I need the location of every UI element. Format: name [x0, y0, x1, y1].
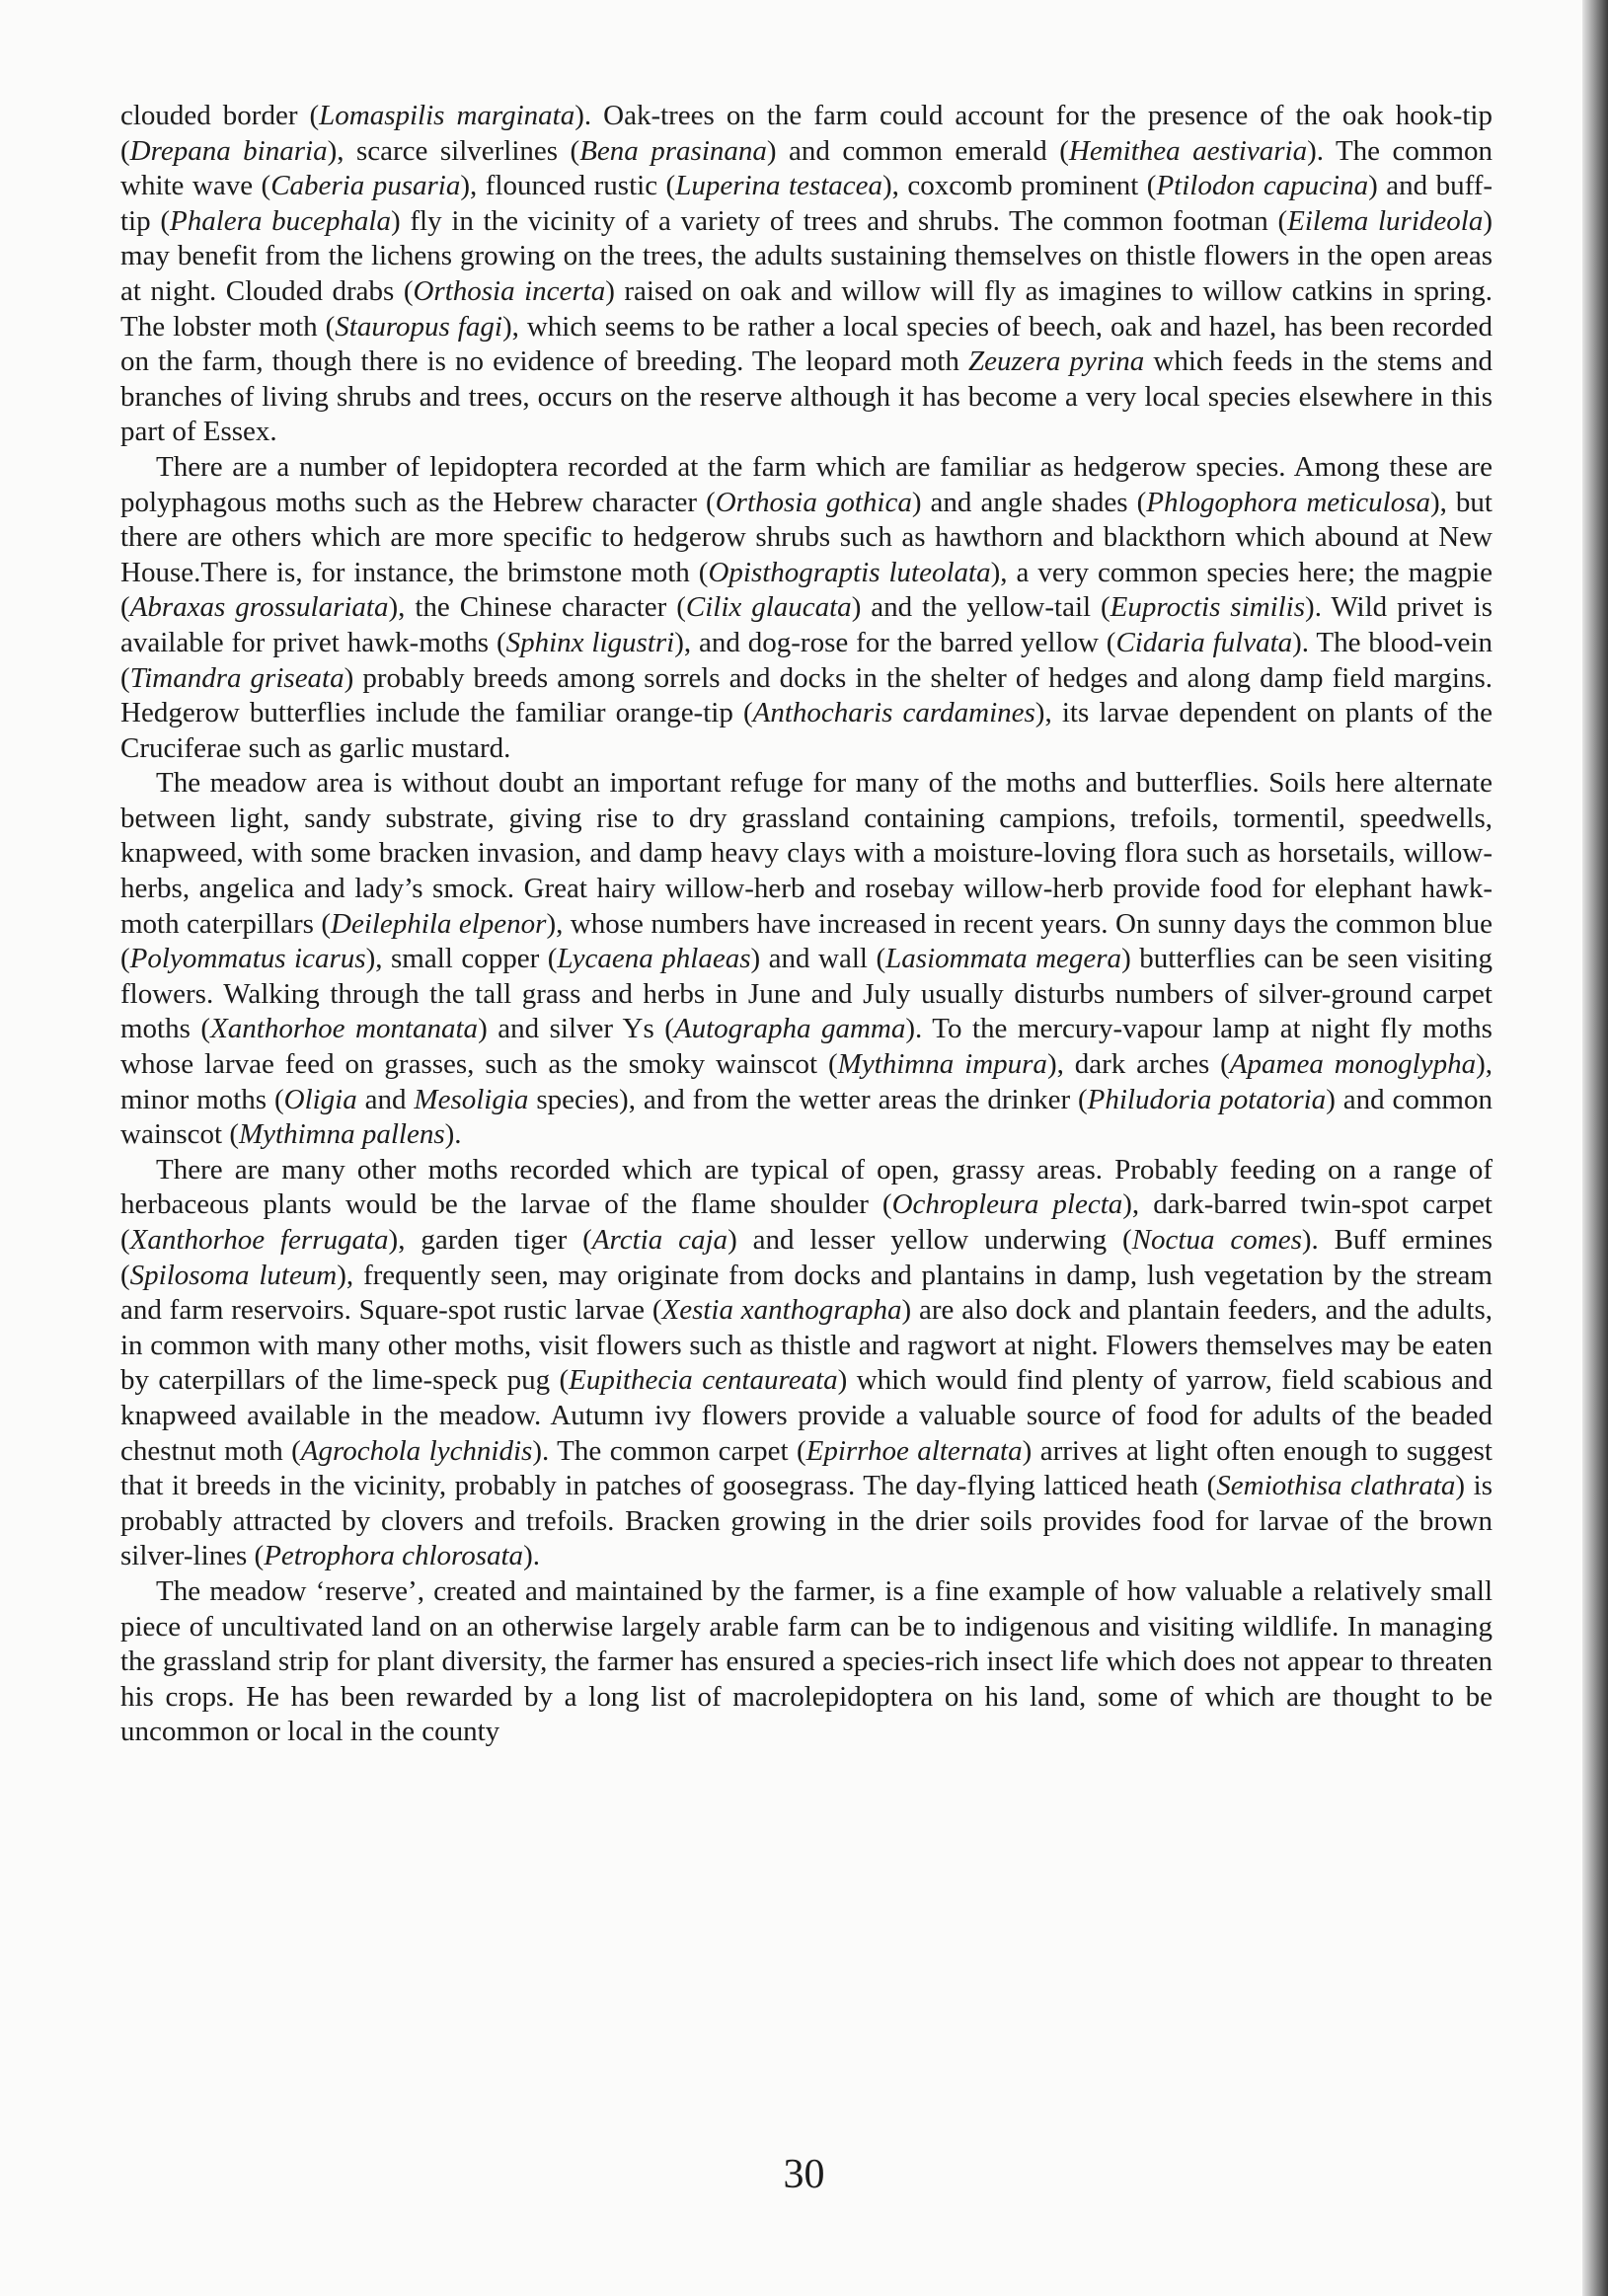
- species-name: Ochropleura plecta: [891, 1188, 1123, 1221]
- species-name: Petrophora chlorosata: [264, 1540, 524, 1572]
- text-run: ), which seems to be rather a local species of beech, oak and hazel, has been recorded on the farm, though there is no evidence of breeding. The leopard moth: [120, 310, 1493, 378]
- species-name: Cidaria fulvata: [1115, 626, 1293, 658]
- text-run: There are many other moths recorded which are typical of open, grassy areas. Probably feeding on a range of herbaceous plants would be the larvae of the flame shoulder (: [120, 1153, 1493, 1221]
- text-run: ) and the yellow-tail (: [851, 591, 1110, 624]
- species-name: Abraxas grossulariata: [129, 591, 389, 624]
- body-text: [120, 99, 1493, 1750]
- text-run: ). The common white wave (: [120, 134, 1493, 202]
- text-run: ), dark arches (: [1046, 1048, 1230, 1081]
- species-name: Hemithea aestivaria: [1068, 134, 1308, 167]
- text-run: ), the Chinese character (: [388, 591, 686, 624]
- species-name: Opisthograptis luteolata: [708, 556, 991, 588]
- species-name: Apamea monoglypha: [1229, 1048, 1477, 1081]
- text-run: ), minor moths (: [120, 1048, 1493, 1115]
- paragraph: [120, 1574, 1493, 1750]
- text-run: ) fly in the vicinity of a variety of trees and shrubs. The common footman (: [390, 204, 1288, 237]
- species-name: Lasiommata megera: [885, 943, 1122, 975]
- species-name: Phlogophora meticulosa: [1146, 486, 1430, 518]
- text-run: ). To the mercury-vapour lamp at night fly moths whose larvae feed on grasses, such as the smoky wainscot (: [120, 1013, 1493, 1081]
- text-run: ), flounced rustic (: [460, 170, 676, 202]
- species-name: Autographa gamma: [673, 1013, 906, 1045]
- species-name: Oligia: [283, 1083, 357, 1115]
- text-run: ) arrives at light often enough to suggest that it breeds in the vicinity, probably in patches of goosegrass. The day-flying latticed heath (: [120, 1434, 1493, 1502]
- species-name: Orthosia incerta: [413, 274, 606, 307]
- species-name: Philudoria potatoria: [1087, 1083, 1327, 1115]
- text-run: ) and lesser yellow underwing (: [727, 1224, 1132, 1256]
- text-run: ) and angle shades (: [911, 486, 1147, 518]
- species-name: Sphinx ligustri: [505, 626, 675, 658]
- species-name: Timandra griseata: [129, 661, 345, 694]
- species-name: Lycaena phlaeas: [557, 943, 751, 975]
- species-name: Cilix glaucata: [685, 591, 852, 624]
- text-run: ), its larvae dependent on plants of the Cruciferae such as garlic mustard.: [120, 697, 1493, 764]
- text-run: ) butterflies can be seen visiting flowers. Walking through the tall grass and herbs in June and July usually disturbs numbers of silver-ground carpet moths (: [120, 943, 1493, 1045]
- text-run: and: [356, 1083, 415, 1115]
- text-run: The meadow ‘reserve’, created and maintained by the farmer, is a fine example of how valuable a relatively small piece of uncultivated land on an otherwise largely arable farm can be to indigenous and visiting wildlife. In managing the grassland strip for plant diversity, the farmer has ensured a species-rich insect life which does not appear to threaten his crops. He has been rewarded by a long list of macrolepidoptera on his land, some of which are thought to be uncommon or local in the county: [120, 1574, 1493, 1748]
- species-name: Noctua comes: [1131, 1224, 1302, 1256]
- species-name: Deilephila elpenor: [331, 907, 547, 940]
- species-name: Eupithecia centaureata: [569, 1364, 838, 1397]
- text-run: ) and wall (: [750, 943, 886, 975]
- species-name: Lomaspilis marginata: [319, 100, 575, 131]
- species-name: Stauropus fagi: [335, 310, 502, 343]
- page-number: 30: [783, 2152, 825, 2197]
- text-run: ) and silver Ys (: [478, 1013, 674, 1045]
- species-name: Ptilodon capucina: [1156, 170, 1369, 202]
- paragraph: [120, 99, 1493, 450]
- text-run: ), coxcomb prominent (: [882, 170, 1157, 202]
- text-run: clouded border (: [120, 100, 320, 131]
- text-run: ), frequently seen, may originate from docks and plantains in damp, lush vegetation by the stream and farm reservoirs. Square-spot rustic larvae (: [120, 1259, 1493, 1327]
- text-run: ), whose numbers have increased in recent years. On sunny days the common blue (: [120, 907, 1493, 975]
- text-run: ), and dog-rose for the barred yellow (: [674, 626, 1116, 658]
- species-name: Phalera bucephala: [170, 204, 391, 237]
- paragraph: [120, 766, 1493, 1153]
- text-run: ) and buff-tip (: [120, 170, 1493, 237]
- text-run: ). Oak-trees on the farm could account for the presence of the oak hook-tip (: [120, 100, 1493, 167]
- species-name: Xestia xanthographa: [661, 1294, 902, 1327]
- species-name: Anthocharis cardamines: [752, 697, 1035, 729]
- species-name: Zeuzera pyrina: [967, 345, 1145, 378]
- paragraph: [120, 1153, 1493, 1574]
- text-run: ) is probably attracted by clovers and trefoils. Bracken growing in the drier soils provides food for larvae of the brown silver-lines (: [120, 1470, 1493, 1572]
- text-run: ), scarce silverlines (: [327, 134, 580, 167]
- text-run: ). The blood-vein (: [120, 626, 1493, 694]
- text-run: ), but there are others which are more specific to hedgerow shrubs such as hawthorn and blackthorn which abound at New House.There is, for instance, the brimstone moth (: [120, 486, 1493, 588]
- species-name: Spilosoma luteum: [129, 1259, 338, 1291]
- species-name: Mythimna impura: [837, 1048, 1047, 1081]
- text-run: ), small copper (: [365, 943, 558, 975]
- text-run: ) and common emerald (: [766, 134, 1069, 167]
- text-run: ) raised on oak and willow will fly as imagines to willow catkins in spring. The lobster moth (: [120, 274, 1493, 343]
- species-name: Euproctis similis: [1110, 591, 1306, 624]
- species-name: Luperina testacea: [675, 170, 883, 202]
- species-name: Mesoligia: [414, 1083, 529, 1115]
- text-run: ). Wild privet is available for privet hawk-moths (: [120, 591, 1493, 658]
- text-run: which feeds in the stems and branches of living shrubs and trees, occurs on the reserve although it has become a very local species elsewhere in this part of Essex.: [120, 345, 1493, 448]
- species-name: Mythimna pallens: [239, 1118, 445, 1151]
- text-run: ) and common wainscot (: [120, 1083, 1493, 1151]
- text-run: ) are also dock and plantain feeders, and the adults, in common with many other moths, visit flowers such as thistle and ragwort at night. Flowers themselves may be eaten by caterpillars of the lime-speck pug (: [120, 1294, 1493, 1397]
- species-name: Xanthorhoe ferrugata: [129, 1224, 389, 1256]
- species-name: Epirrhoe alternata: [805, 1434, 1023, 1467]
- text-run: There are a number of lepidoptera recorded at the farm which are familiar as hedgerow species. Among these are polyphagous moths such as the Hebrew character (: [120, 450, 1493, 518]
- text-run: ) probably breeds among sorrels and docks in the shelter of hedges and along damp field margins. Hedgerow butterflies include the familiar orange-tip (: [120, 661, 1493, 729]
- species-name: Bena prasinana: [579, 134, 767, 167]
- text-run: ).: [444, 1118, 462, 1151]
- text-run: ). The common carpet (: [532, 1434, 806, 1467]
- text-run: ), a very common species here; the magpie (: [120, 556, 1493, 624]
- text-run: ) which would find plenty of yarrow, field scabious and knapweed available in the meadow. Autumn ivy flowers provide a valuable source of food for adults of the beaded chestnut moth (: [120, 1364, 1493, 1467]
- species-name: Drepana binaria: [129, 134, 328, 167]
- species-name: Caberia pusaria: [270, 170, 461, 202]
- species-name: Agrochola lychnidis: [300, 1434, 533, 1467]
- text-run: ) may benefit from the lichens growing on the trees, the adults sustaining themselves on thistle flowers in the open areas at night. Clouded drabs (: [120, 204, 1493, 307]
- species-name: Orthosia gothica: [715, 486, 912, 518]
- species-name: Eilema lurideola: [1287, 204, 1484, 237]
- paragraph: [120, 450, 1493, 766]
- text-run: ), garden tiger (: [388, 1224, 592, 1256]
- text-run: The meadow area is without doubt an important refuge for many of the moths and butterflies. Soils here alternate between light, sandy substrate, giving rise to dry grassland containing campions, trefoils, tormentil, speedwells, knapweed, with some bracken invasion, and damp heavy clays with a moisture-loving flora such as horsetails, willow-herbs, angelica and lady’s smock. Great hairy willow-herb and rosebay willow-herb provide food for elephant hawk-moth caterpillars (: [120, 767, 1493, 940]
- species-name: Xanthorhoe montanata: [210, 1013, 479, 1045]
- text-run: ), dark-barred twin-spot carpet (: [120, 1188, 1493, 1256]
- species-name: Arctia caja: [591, 1224, 728, 1256]
- text-run: species), and from the wetter areas the drinker (: [528, 1083, 1088, 1115]
- species-name: Semiothisa clathrata: [1216, 1470, 1456, 1502]
- page-edge-shadow: [1582, 0, 1608, 2296]
- text-run: ). Buff ermines (: [120, 1224, 1493, 1291]
- text-run: ).: [523, 1540, 540, 1572]
- species-name: Polyommatus icarus: [129, 943, 366, 975]
